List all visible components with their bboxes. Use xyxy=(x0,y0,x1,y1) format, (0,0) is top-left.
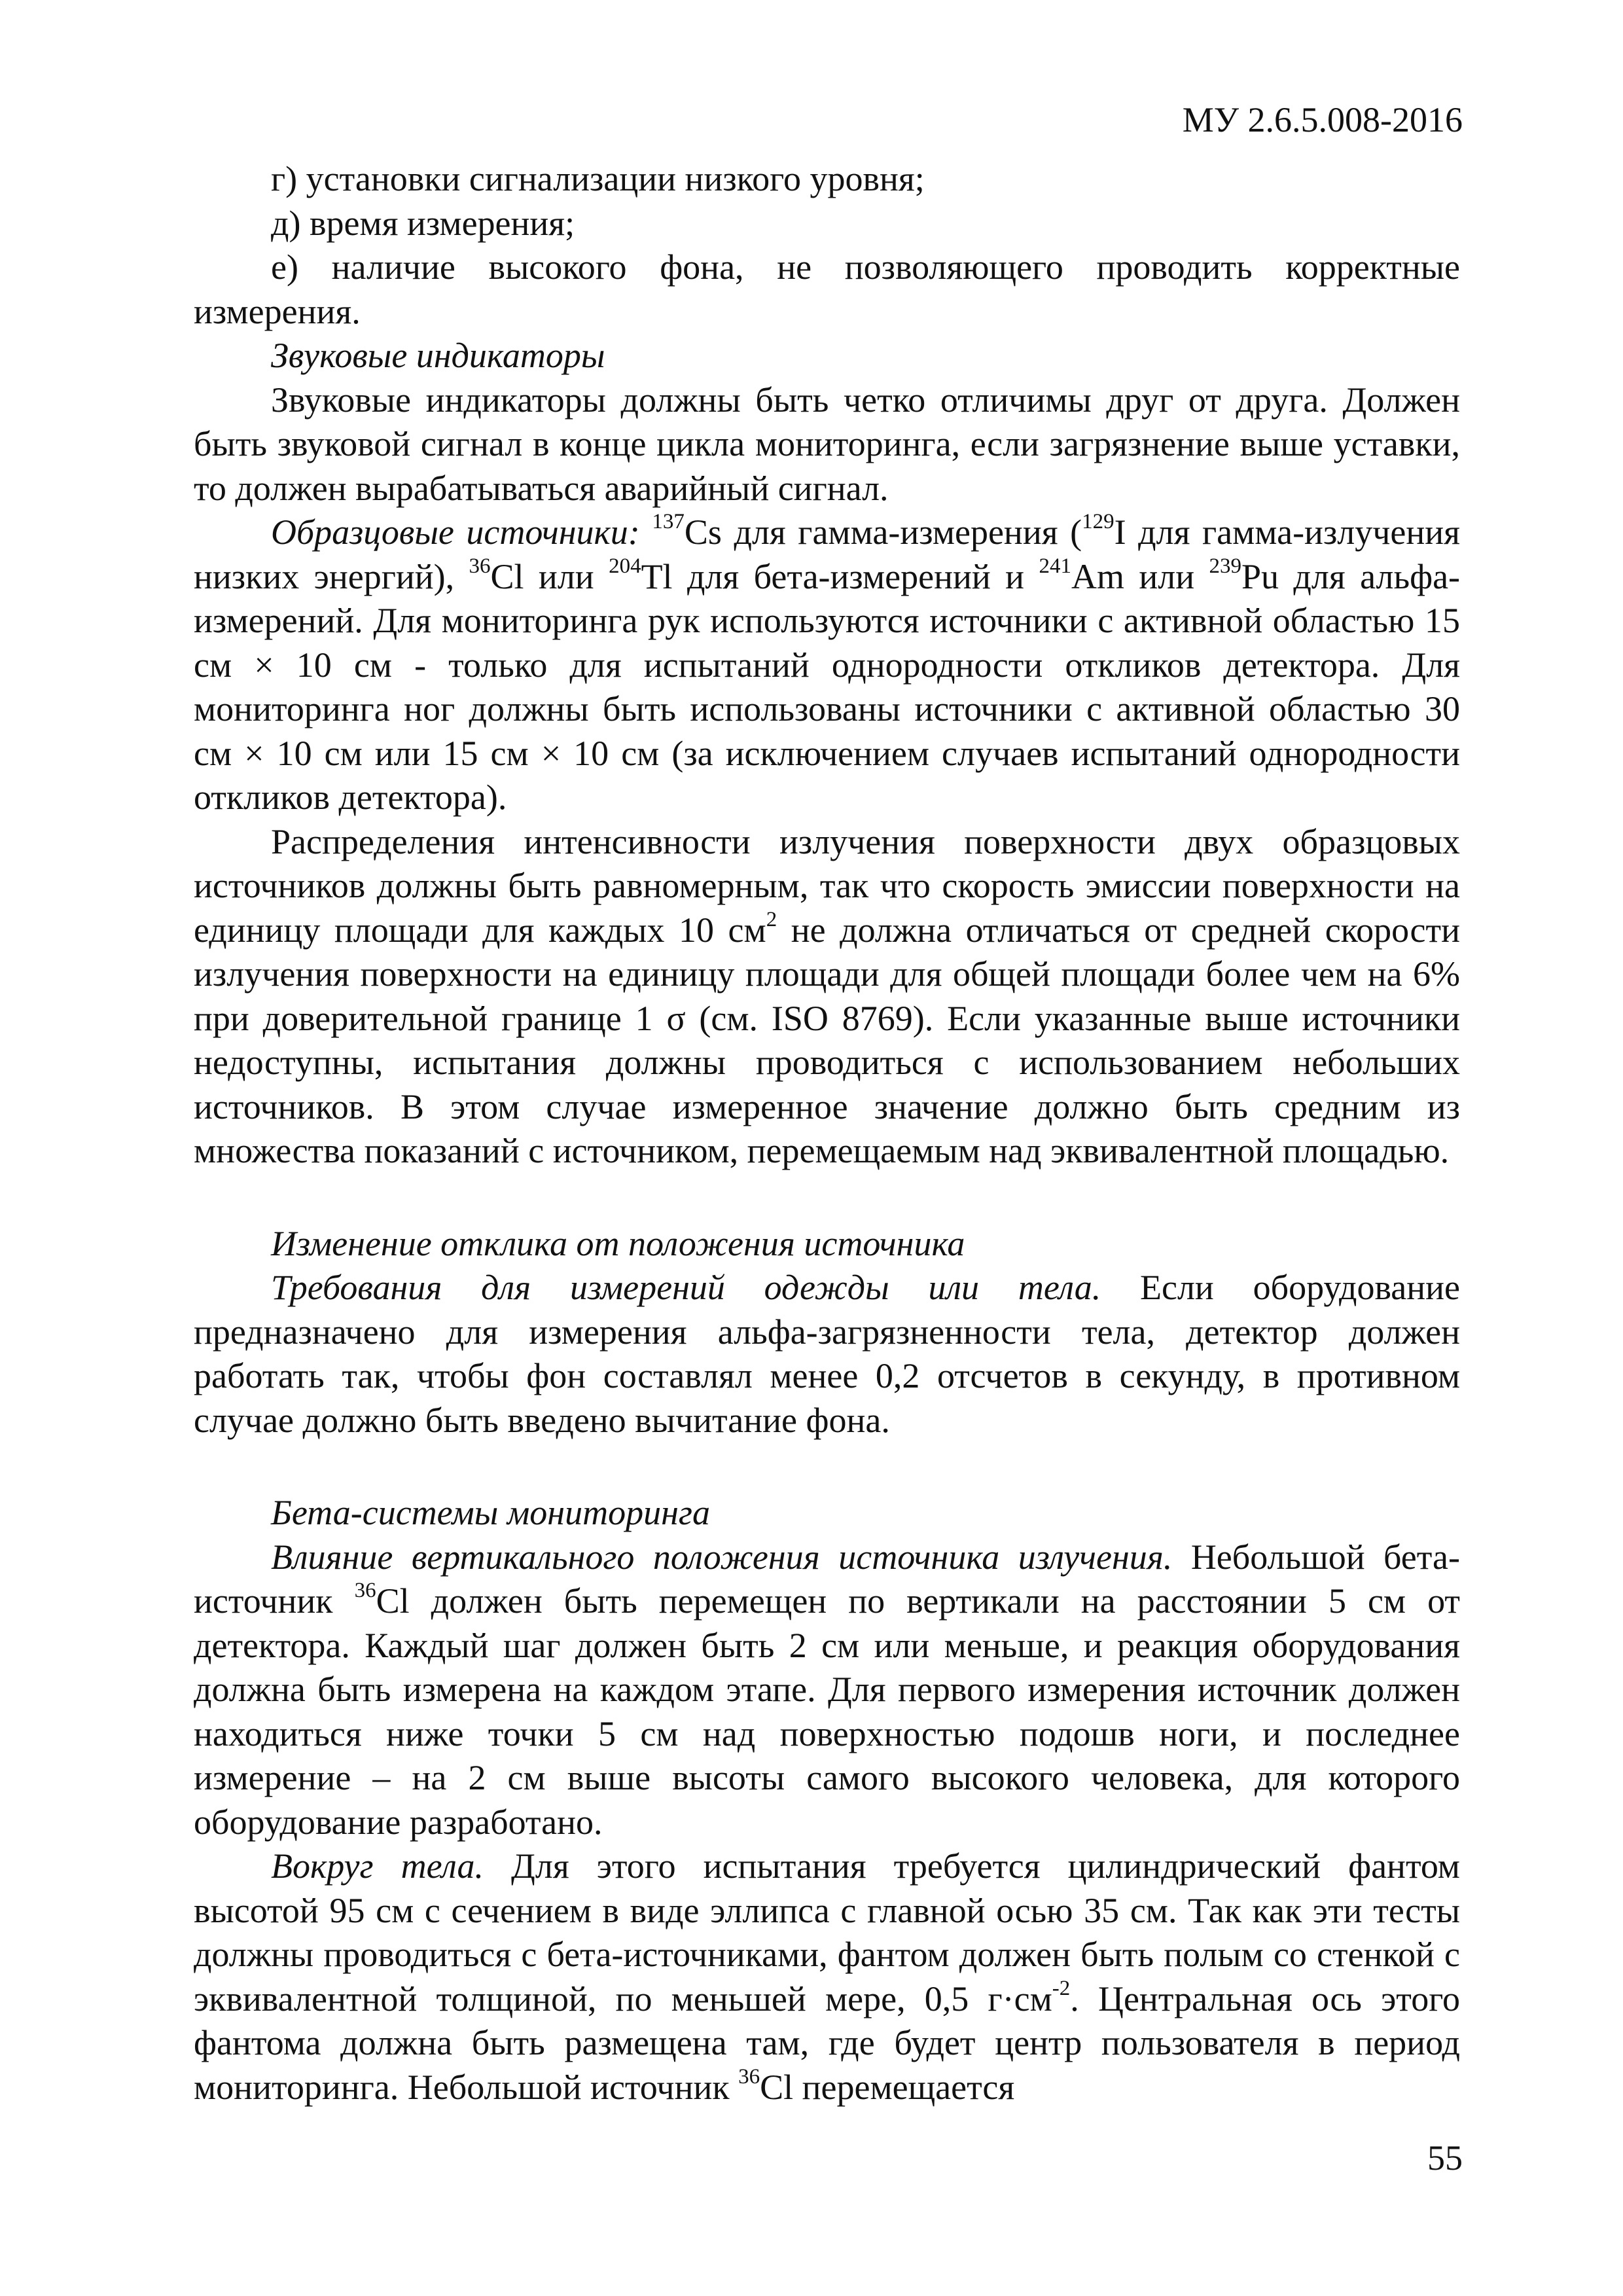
section-gap xyxy=(194,1443,1460,1491)
text-run: Pu для альфа-измерений. Для мониторинга рук используются источники с активной областью 15 см × 10 см - только для испытаний однородности откликов детектора. Для мониторинга ног должны быть использованы источники с активной областью 30 см × 10 см или 15 см × 10 см (за исключением случаев испытаний однородности откликов детектора). xyxy=(194,556,1461,817)
text-run: Am или xyxy=(1071,556,1209,596)
text-run: Cs для гамма-измерения ( xyxy=(684,512,1082,552)
isotope-mass: 241 xyxy=(1039,554,1071,578)
isotope-mass: 137 xyxy=(652,510,685,533)
around-body-lead: Вокруг тела. xyxy=(271,1846,484,1886)
document-code: МУ 2.6.5.008-2016 xyxy=(1182,100,1463,139)
text-run: I для гамма-излучения низких энергий), xyxy=(194,512,1460,596)
page-number: 55 xyxy=(1427,2138,1463,2178)
paragraph-around-body xyxy=(194,1844,1460,2109)
isotope-mass: 239 xyxy=(1209,554,1241,578)
position-lead: Требования для измерений одежды или тела. xyxy=(271,1268,1101,1307)
paragraph-reference-sources xyxy=(194,511,1460,820)
paragraph-beta-vertical xyxy=(194,1535,1460,1845)
section-heading-sound: Звуковые индикаторы xyxy=(271,336,605,375)
text-run: Cl перемещается xyxy=(760,2067,1015,2107)
text-run: Cl должен быть перемещен по вертикали на расстоянии 5 см от детектора. Каждый шаг должен быть 2 см или меньше, и реакция оборудования должна быть измерена на каждом этапе. Для первого измерения источник должен находиться ниже точки 5 см над поверхностью подошв ноги, и последнее измерение – на 2 см выше высоты самого высокого человека, для которого оборудование разработано. xyxy=(194,1581,1460,1842)
text-run: Cl или xyxy=(490,556,609,596)
reference-sources-lead: Образцовые источники: xyxy=(271,512,640,552)
isotope-mass: 36 xyxy=(469,554,491,578)
list-item: д) время измерения; xyxy=(271,203,575,243)
paragraph-sound: Звуковые индикаторы должны быть четко отличимы друг от друга. Должен быть звуковой сигнал в конце цикла мониторинга, если загрязнение выше уставки, то должен вырабатываться аварийный сигнал. xyxy=(194,380,1460,508)
list-item: г) установки сигнализации низкого уровня; xyxy=(271,159,925,198)
unit-exponent: -2 xyxy=(1052,1976,1071,2000)
text-run: Для этого испытания требуется цилиндрический фантом высотой 95 см с сечением в виде эллипса с главной осью 35 см. Так как эти тесты должны проводиться с бета-источниками, фантом должен быть полым со стенкой с эквивалентной толщиной, по меньшей мере, 0,5 г·см xyxy=(194,1846,1460,2018)
text-run: . Центральная ось этого фантома должна быть размещена там, где будет центр пользователя в период мониторинга. Небольшой источник xyxy=(194,1979,1461,2107)
text-run: не должна отличаться от средней скорости излучения поверхности на единицу площади для общей площади более чем на 6% при доверительной границе 1 σ (см. ISO 8769). Если указанные выше источники недоступны, испытания должны проводиться с использованием небольших источников. В этом случае измеренное значение должно быть средним из множества показаний с источником, перемещаемым над эквивалентной площадью. xyxy=(194,910,1460,1170)
isotope-mass: 204 xyxy=(609,554,641,578)
text-run: Если оборудование предназначено для измерения альфа-загрязненности тела, детектор должен работать так, чтобы фон составлял менее 0,2 отсчетов в секунду, в противном случае должно быть введено вычитание фона. xyxy=(194,1268,1460,1440)
paragraph-distribution xyxy=(194,820,1460,1174)
text-run: Небольшой бета-источник xyxy=(194,1537,1460,1621)
isotope-mass: 129 xyxy=(1082,510,1115,533)
text-run: Распределения интенсивности излучения поверхности двух образцовых источников должны быть равномерным, так что скорость эмиссии поверхности на единицу площади для каждых 10 см xyxy=(194,821,1460,950)
document-body xyxy=(194,157,1460,2109)
isotope-mass: 36 xyxy=(354,1579,376,1602)
paragraph-position xyxy=(194,1266,1460,1443)
list-item: е) наличие высокого фона, не позволяющего проводить корректные измерения. xyxy=(194,247,1460,331)
text-run: Tl для бета-измерений и xyxy=(641,556,1039,596)
section-heading-position: Изменение отклика от положения источника xyxy=(271,1223,965,1263)
beta-lead: Влияние вертикального положения источника излучения. xyxy=(271,1537,1173,1577)
area-exponent: 2 xyxy=(766,907,777,931)
section-gap xyxy=(194,1174,1460,1222)
section-heading-beta: Бета-системы мониторинга xyxy=(271,1493,710,1532)
isotope-mass: 36 xyxy=(738,2064,760,2089)
